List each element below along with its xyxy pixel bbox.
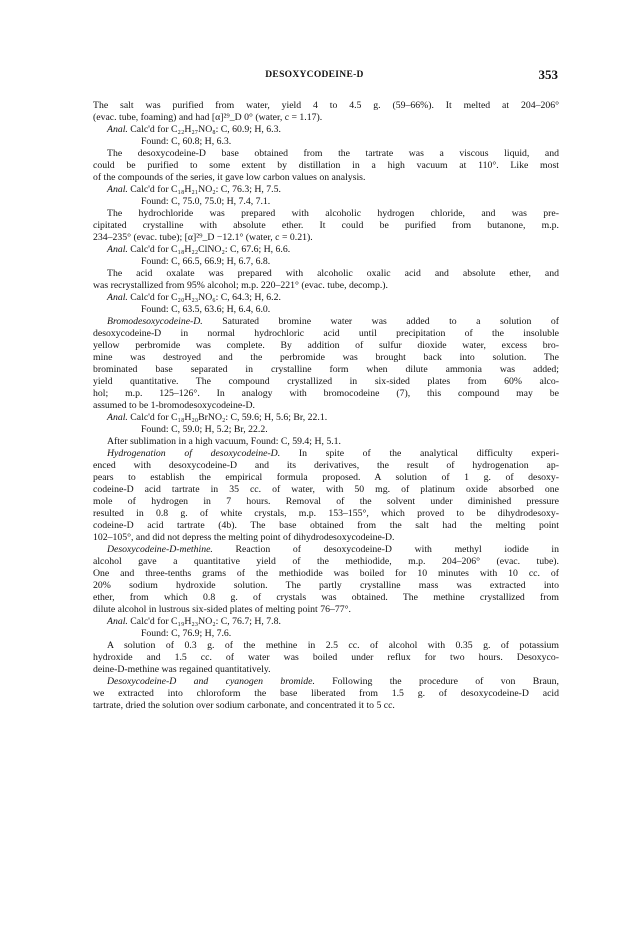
text-line: Found: C, 75.0, 75.0; H, 7.4, 7.1. <box>141 196 271 207</box>
text-line: enced with desoxycodeine-D and its derivatives, the result of hydrogenation ap- <box>93 460 559 471</box>
text-line: Anal. Calc'd for C₁₈H₂₂ClNO₂: C, 67.6; H, 6.6. <box>107 244 291 255</box>
text-line: yellow perbromide was complete. By addition of sulfur dioxide water, excess bro- <box>93 340 559 351</box>
body-text <box>93 100 559 712</box>
italic-run-in-heading: Anal. <box>107 292 128 303</box>
text-line: tartrate, dried the solution over sodium carbonate, and concentrated it to 5 cc. <box>93 700 395 711</box>
text-line: 20% sodium hydroxide solution. The partly crystalline mass was extracted into <box>93 580 559 591</box>
text-line: 234–235° (evac. tube); [α]²⁹_D −12.1° (water, c = 0.21). <box>93 232 313 243</box>
text-line: The hydrochloride was prepared with alcoholic hydrogen chloride, and was pre- <box>107 208 559 219</box>
text-line: Anal. Calc'd for C₂₀H₂₃NO₆: C, 64.3; H, 6.2. <box>107 292 281 303</box>
text-line: assumed to be 1-bromodesoxycodeine-D. <box>93 400 255 411</box>
text-line: Anal. Calc'd for C₁₈H₂₀BrNO₂: C, 59.6; H, 5.6; Br, 22.1. <box>107 412 328 423</box>
text-line: was recrystallized from 95% alcohol; m.p. 220–221° (evac. tube, decomp.). <box>93 280 388 291</box>
text-line: Found: C, 76.9; H, 7.6. <box>141 628 232 639</box>
text-line: pears to establish the empirical formula proposed. A solution of 1 g. of desoxy- <box>93 472 559 483</box>
text-line: (evac. tube, foaming) and had [α]²⁹_D 0° (water, c = 1.17). <box>93 112 323 123</box>
italic-run-in-heading: Anal. <box>107 184 128 195</box>
text-line: could be purified to some extent by distillation in a high vacuum at 110°. Like most <box>93 160 559 171</box>
text-line: dilute alcohol in lustrous six-sided plates of melting point 76–77°. <box>93 604 351 615</box>
text-line: The salt was purified from water, yield 4 to 4.5 g. (59–66%). It melted at 204–206° <box>93 100 559 111</box>
running-title: DESOXYCODEINE-D <box>265 70 364 80</box>
italic-run-in-heading: Desoxycodeine-D-methine. <box>107 544 213 555</box>
text-line: Anal. Calc'd for C₂₂H₂₇NO₈: C, 60.9; H, 6.3. <box>107 124 281 135</box>
text-line: hol; m.p. 125–126°. In analogy with bromocodeine (7), this compound may be <box>93 388 559 399</box>
text-line: yield quantitative. The compound crystallized in six-sided plates from 60% alco- <box>93 376 559 387</box>
text-line: deine-D-methine was regained quantitatively. <box>93 664 271 675</box>
text-line: codeine-D acid tartrate (4b). The base obtained from the salt had the melting point <box>93 520 559 531</box>
italic-run-in-heading: Hydrogenation of desoxycodeine-D. <box>107 448 281 459</box>
italic-run-in-heading: Desoxycodeine-D and cyanogen bromide. <box>107 676 315 687</box>
text-line: 102–105°, and did not depress the melting point of dihydrodesoxycodeine-D. <box>93 532 395 543</box>
text-line: The desoxycodeine-D base obtained from the tartrate was a viscous liquid, and <box>107 148 559 159</box>
text-line: Anal. Calc'd for C₁₈H₂₁NO₂: C, 76.3; H, 7.5. <box>107 184 281 195</box>
text-line: codeine-D acid tartrate in 35 cc. of water, with 50 mg. of platinum oxide absorbed one <box>93 484 559 495</box>
text-line: hydroxide and 1.5 cc. of water was boiled under reflux for two hours. Desoxyco- <box>93 652 559 663</box>
italic-run-in-heading: Anal. <box>107 244 128 255</box>
text-line: Bromodesoxycodeine-D. Saturated bromine water was added to a solution of <box>107 316 559 327</box>
italic-run-in-heading: Anal. <box>107 412 128 423</box>
text-line: Hydrogenation of desoxycodeine-D. In spite of the analytical difficulty experi- <box>107 448 559 459</box>
text-line: mole of hydrogen in 7 hours. Removal of the solvent under diminished pressure <box>93 496 559 507</box>
text-line: desoxycodeine-D in normal hydrochloric acid until precipitation of the insoluble <box>93 328 559 339</box>
italic-run-in-heading: Bromodesoxycodeine-D. <box>107 316 203 327</box>
text-line: Found: C, 60.8; H, 6.3. <box>141 136 232 147</box>
text-line: we extracted into chloroform the base liberated from 1.5 g. of desoxycodeine-D acid <box>93 688 559 699</box>
text-line: cipitated crystalline with absolute ether. It could be purified from butanone, m.p. <box>93 220 559 231</box>
text-line: A solution of 0.3 g. of the methine in 2.5 cc. of alcohol with 0.35 g. of potassium <box>107 640 559 651</box>
text-line: Desoxycodeine-D-methine. Reaction of desoxycodeine-D with methyl iodide in <box>107 544 559 555</box>
text-line: Found: C, 63.5, 63.6; H, 6.4, 6.0. <box>141 304 271 315</box>
text-line: Found: C, 59.0; H, 5.2; Br, 22.2. <box>141 424 268 435</box>
italic-run-in-heading: Anal. <box>107 124 128 135</box>
text-line: ether, from which 0.8 g. of crystals was obtained. The methine crystallized from <box>93 592 559 603</box>
text-line: Anal. Calc'd for C₁₉H₂₃NO₂: C, 76.7; H, 7.8. <box>107 616 281 627</box>
text-line: mine was destroyed and the perbromide was brought back into solution. The <box>93 352 559 363</box>
text-line: alcohol gave a quantitative yield of the methiodide, m.p. 204–206° (evac. tube). <box>93 556 559 567</box>
text-line: of the compounds of the series, it gave low carbon values on analysis. <box>93 172 366 183</box>
italic-run-in-heading: Anal. <box>107 616 128 627</box>
text-line: The acid oxalate was prepared with alcoholic oxalic acid and absolute ether, and <box>107 268 559 279</box>
text-line: One and three-tenths grams of the methiodide was boiled for 10 minutes with 10 cc. of <box>93 568 559 579</box>
text-line: Desoxycodeine-D and cyanogen bromide. Following the procedure of von Braun, <box>107 676 559 687</box>
text-line: brominated base separated in crystalline form when dilute ammonia was added; <box>93 364 559 375</box>
text-line: Found: C, 66.5, 66.9; H, 6.7, 6.8. <box>141 256 271 267</box>
text-line: resulted in 0.8 g. of white crystals, m.p. 153–155°, which proved to be dihydrodesoxy- <box>93 508 559 519</box>
text-line: After sublimation in a high vacuum, Found: C, 59.4; H, 5.1. <box>107 436 341 447</box>
page-number: 353 <box>538 67 558 82</box>
